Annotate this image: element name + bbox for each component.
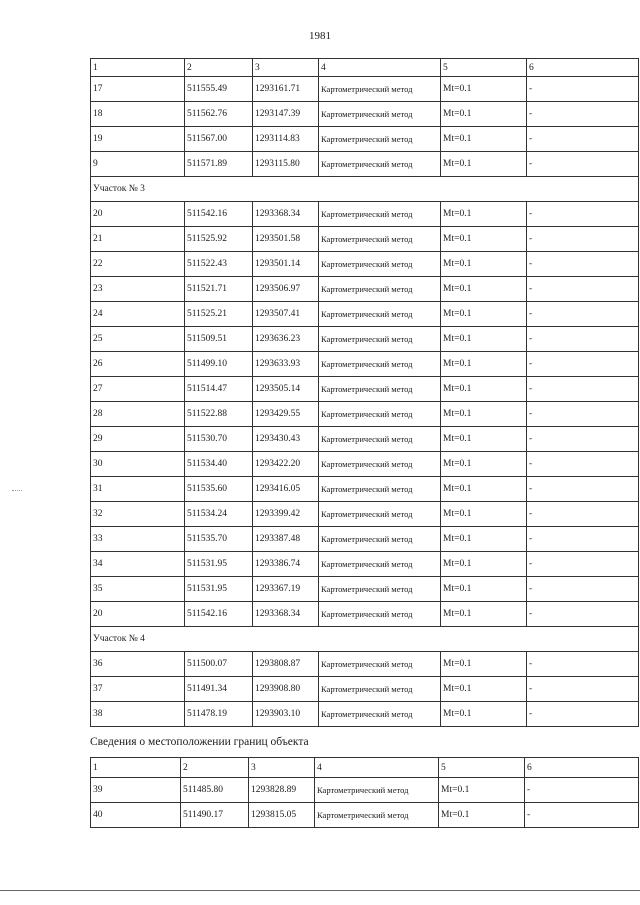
table-row xyxy=(91,577,639,602)
accuracy-cell: Mt=0.1 xyxy=(441,127,527,152)
method-cell: Картометрический метод xyxy=(319,652,441,677)
method-cell: Картометрический метод xyxy=(315,778,439,803)
x-coordinate-cell: 511522.43 xyxy=(185,252,253,277)
method-cell: Картометрический метод xyxy=(319,502,441,527)
table-row xyxy=(91,502,639,527)
y-coordinate-cell: 1293114.83 xyxy=(253,127,319,152)
accuracy-cell: Mt=0.1 xyxy=(441,677,527,702)
y-coordinate-cell: 1293903.10 xyxy=(253,702,319,727)
y-coordinate-cell: 1293507.41 xyxy=(253,302,319,327)
method-cell: Картометрический метод xyxy=(319,252,441,277)
x-coordinate-cell: 511531.95 xyxy=(185,577,253,602)
y-coordinate-cell: 1293808.87 xyxy=(253,652,319,677)
point-number-cell: 29 xyxy=(91,427,185,452)
point-number-cell: 32 xyxy=(91,502,185,527)
note-cell: - xyxy=(527,227,639,252)
accuracy-cell: Mt=0.1 xyxy=(441,552,527,577)
point-number-cell: 35 xyxy=(91,577,185,602)
note-cell: - xyxy=(527,277,639,302)
y-coordinate-cell: 1293115.80 xyxy=(253,152,319,177)
note-cell: - xyxy=(527,602,639,627)
table-row xyxy=(91,377,639,402)
x-coordinate-cell: 511542.16 xyxy=(185,202,253,227)
point-number-cell: 20 xyxy=(91,602,185,627)
table-row xyxy=(91,327,639,352)
section-title: Участок № 3 xyxy=(91,177,639,202)
accuracy-cell: Mt=0.1 xyxy=(441,152,527,177)
note-cell: - xyxy=(527,127,639,152)
accuracy-cell: Mt=0.1 xyxy=(441,702,527,727)
column-header-1: 1 xyxy=(91,59,185,77)
section-row xyxy=(91,627,639,652)
accuracy-cell: Mt=0.1 xyxy=(441,202,527,227)
table-row xyxy=(91,702,639,727)
method-cell: Картометрический метод xyxy=(319,402,441,427)
table-row xyxy=(91,152,639,177)
accuracy-cell: Mt=0.1 xyxy=(441,102,527,127)
point-number-cell: 23 xyxy=(91,277,185,302)
y-coordinate-cell: 1293505.14 xyxy=(253,377,319,402)
x-coordinate-cell: 511521.71 xyxy=(185,277,253,302)
section-row xyxy=(91,177,639,202)
point-number-cell: 21 xyxy=(91,227,185,252)
method-cell: Картометрический метод xyxy=(319,527,441,552)
method-cell: Картометрический метод xyxy=(319,702,441,727)
table-row xyxy=(91,427,639,452)
x-coordinate-cell: 511531.95 xyxy=(185,552,253,577)
margin-mark xyxy=(12,490,22,491)
table-row xyxy=(91,77,639,102)
point-number-cell: 31 xyxy=(91,477,185,502)
y-coordinate-cell: 1293908.80 xyxy=(253,677,319,702)
note-cell: - xyxy=(527,327,639,352)
note-cell: - xyxy=(527,427,639,452)
method-cell: Картометрический метод xyxy=(319,227,441,252)
accuracy-cell: Mt=0.1 xyxy=(441,427,527,452)
coordinates-table-continued xyxy=(90,58,639,727)
table-row xyxy=(91,652,639,677)
x-coordinate-cell: 511491.34 xyxy=(185,677,253,702)
note-cell: - xyxy=(527,102,639,127)
method-cell: Картометрический метод xyxy=(319,277,441,302)
point-number-cell: 22 xyxy=(91,252,185,277)
note-cell: - xyxy=(525,778,639,803)
table-row xyxy=(91,352,639,377)
point-number-cell: 30 xyxy=(91,452,185,477)
note-cell: - xyxy=(527,552,639,577)
x-coordinate-cell: 511478.19 xyxy=(185,702,253,727)
accuracy-cell: Mt=0.1 xyxy=(441,377,527,402)
accuracy-cell: Mt=0.1 xyxy=(441,277,527,302)
note-cell: - xyxy=(527,527,639,552)
y-coordinate-cell: 1293633.93 xyxy=(253,352,319,377)
method-cell: Картометрический метод xyxy=(319,452,441,477)
point-number-cell: 36 xyxy=(91,652,185,677)
x-coordinate-cell: 511500.07 xyxy=(185,652,253,677)
column-header-6: 6 xyxy=(525,758,639,778)
point-number-cell: 25 xyxy=(91,327,185,352)
point-number-cell: 38 xyxy=(91,702,185,727)
method-cell: Картометрический метод xyxy=(319,677,441,702)
point-number-cell: 26 xyxy=(91,352,185,377)
point-number-cell: 40 xyxy=(91,803,181,828)
y-coordinate-cell: 1293367.19 xyxy=(253,577,319,602)
point-number-cell: 34 xyxy=(91,552,185,577)
table-row xyxy=(91,477,639,502)
column-header-4: 4 xyxy=(315,758,439,778)
y-coordinate-cell: 1293368.34 xyxy=(253,202,319,227)
note-cell: - xyxy=(527,652,639,677)
y-coordinate-cell: 1293422.20 xyxy=(253,452,319,477)
column-header-2: 2 xyxy=(181,758,249,778)
table-row xyxy=(91,402,639,427)
table-row xyxy=(91,527,639,552)
note-cell: - xyxy=(527,202,639,227)
table-row xyxy=(91,452,639,477)
y-coordinate-cell: 1293636.23 xyxy=(253,327,319,352)
accuracy-cell: Mt=0.1 xyxy=(439,803,525,828)
point-number-cell: 37 xyxy=(91,677,185,702)
boundary-coordinates-table xyxy=(90,757,639,828)
table-row xyxy=(91,252,639,277)
accuracy-cell: Mt=0.1 xyxy=(441,527,527,552)
column-header-1: 1 xyxy=(91,758,181,778)
table-row xyxy=(91,803,639,828)
note-cell: - xyxy=(527,502,639,527)
column-header-5: 5 xyxy=(441,59,527,77)
x-coordinate-cell: 511562.76 xyxy=(185,102,253,127)
y-coordinate-cell: 1293828.89 xyxy=(249,778,315,803)
column-header-row xyxy=(91,758,639,778)
y-coordinate-cell: 1293416.05 xyxy=(253,477,319,502)
table-row xyxy=(91,302,639,327)
section-title: Участок № 4 xyxy=(91,627,639,652)
accuracy-cell: Mt=0.1 xyxy=(441,502,527,527)
accuracy-cell: Mt=0.1 xyxy=(441,302,527,327)
x-coordinate-cell: 511534.24 xyxy=(185,502,253,527)
point-number-cell: 27 xyxy=(91,377,185,402)
method-cell: Картометрический метод xyxy=(319,352,441,377)
y-coordinate-cell: 1293815.05 xyxy=(249,803,315,828)
method-cell: Картометрический метод xyxy=(319,152,441,177)
accuracy-cell: Mt=0.1 xyxy=(441,327,527,352)
bottom-rule xyxy=(0,890,640,891)
y-coordinate-cell: 1293368.34 xyxy=(253,602,319,627)
x-coordinate-cell: 511525.92 xyxy=(185,227,253,252)
method-cell: Картометрический метод xyxy=(319,427,441,452)
note-cell: - xyxy=(527,252,639,277)
method-cell: Картометрический метод xyxy=(319,202,441,227)
method-cell: Картометрический метод xyxy=(319,477,441,502)
table-row xyxy=(91,227,639,252)
table-row xyxy=(91,677,639,702)
x-coordinate-cell: 511485.80 xyxy=(181,778,249,803)
note-cell: - xyxy=(527,477,639,502)
x-coordinate-cell: 511567.00 xyxy=(185,127,253,152)
table-row xyxy=(91,202,639,227)
accuracy-cell: Mt=0.1 xyxy=(441,402,527,427)
accuracy-cell: Mt=0.1 xyxy=(441,577,527,602)
accuracy-cell: Mt=0.1 xyxy=(441,602,527,627)
x-coordinate-cell: 511522.88 xyxy=(185,402,253,427)
accuracy-cell: Mt=0.1 xyxy=(441,77,527,102)
method-cell: Картометрический метод xyxy=(319,127,441,152)
table-row xyxy=(91,778,639,803)
y-coordinate-cell: 1293387.48 xyxy=(253,527,319,552)
method-cell: Картометрический метод xyxy=(319,377,441,402)
x-coordinate-cell: 511555.49 xyxy=(185,77,253,102)
y-coordinate-cell: 1293506.97 xyxy=(253,277,319,302)
y-coordinate-cell: 1293501.58 xyxy=(253,227,319,252)
y-coordinate-cell: 1293161.71 xyxy=(253,77,319,102)
accuracy-cell: Mt=0.1 xyxy=(439,778,525,803)
note-cell: - xyxy=(527,702,639,727)
method-cell: Картометрический метод xyxy=(319,552,441,577)
note-cell: - xyxy=(527,352,639,377)
note-cell: - xyxy=(527,77,639,102)
point-number-cell: 17 xyxy=(91,77,185,102)
page-number: 1981 xyxy=(309,30,331,42)
x-coordinate-cell: 511571.89 xyxy=(185,152,253,177)
point-number-cell: 9 xyxy=(91,152,185,177)
accuracy-cell: Mt=0.1 xyxy=(441,452,527,477)
x-coordinate-cell: 511509.51 xyxy=(185,327,253,352)
table-row xyxy=(91,277,639,302)
method-cell: Картометрический метод xyxy=(319,102,441,127)
x-coordinate-cell: 511534.40 xyxy=(185,452,253,477)
point-number-cell: 19 xyxy=(91,127,185,152)
point-number-cell: 24 xyxy=(91,302,185,327)
column-header-2: 2 xyxy=(185,59,253,77)
point-number-cell: 39 xyxy=(91,778,181,803)
note-cell: - xyxy=(527,577,639,602)
note-cell: - xyxy=(527,302,639,327)
accuracy-cell: Mt=0.1 xyxy=(441,652,527,677)
method-cell: Картометрический метод xyxy=(319,77,441,102)
x-coordinate-cell: 511499.10 xyxy=(185,352,253,377)
x-coordinate-cell: 511542.16 xyxy=(185,602,253,627)
x-coordinate-cell: 511490.17 xyxy=(181,803,249,828)
y-coordinate-cell: 1293147.39 xyxy=(253,102,319,127)
note-cell: - xyxy=(527,452,639,477)
point-number-cell: 28 xyxy=(91,402,185,427)
column-header-4: 4 xyxy=(319,59,441,77)
accuracy-cell: Mt=0.1 xyxy=(441,252,527,277)
y-coordinate-cell: 1293386.74 xyxy=(253,552,319,577)
column-header-5: 5 xyxy=(439,758,525,778)
note-cell: - xyxy=(527,377,639,402)
method-cell: Картометрический метод xyxy=(319,327,441,352)
method-cell: Картометрический метод xyxy=(319,577,441,602)
x-coordinate-cell: 511530.70 xyxy=(185,427,253,452)
point-number-cell: 18 xyxy=(91,102,185,127)
x-coordinate-cell: 511525.21 xyxy=(185,302,253,327)
point-number-cell: 33 xyxy=(91,527,185,552)
table-row xyxy=(91,602,639,627)
point-number-cell: 20 xyxy=(91,202,185,227)
note-cell: - xyxy=(525,803,639,828)
y-coordinate-cell: 1293399.42 xyxy=(253,502,319,527)
method-cell: Картометрический метод xyxy=(319,602,441,627)
method-cell: Картометрический метод xyxy=(315,803,439,828)
section-caption: Сведения о местоположении границ объекта xyxy=(90,736,309,748)
method-cell: Картометрический метод xyxy=(319,302,441,327)
y-coordinate-cell: 1293501.14 xyxy=(253,252,319,277)
column-header-3: 3 xyxy=(253,59,319,77)
x-coordinate-cell: 511535.70 xyxy=(185,527,253,552)
accuracy-cell: Mt=0.1 xyxy=(441,352,527,377)
column-header-row xyxy=(91,59,639,77)
column-header-6: 6 xyxy=(527,59,639,77)
y-coordinate-cell: 1293429.55 xyxy=(253,402,319,427)
note-cell: - xyxy=(527,152,639,177)
column-header-3: 3 xyxy=(249,758,315,778)
note-cell: - xyxy=(527,677,639,702)
x-coordinate-cell: 511514.47 xyxy=(185,377,253,402)
table-row xyxy=(91,127,639,152)
table-row xyxy=(91,552,639,577)
accuracy-cell: Mt=0.1 xyxy=(441,477,527,502)
accuracy-cell: Mt=0.1 xyxy=(441,227,527,252)
y-coordinate-cell: 1293430.43 xyxy=(253,427,319,452)
note-cell: - xyxy=(527,402,639,427)
table-row xyxy=(91,102,639,127)
x-coordinate-cell: 511535.60 xyxy=(185,477,253,502)
